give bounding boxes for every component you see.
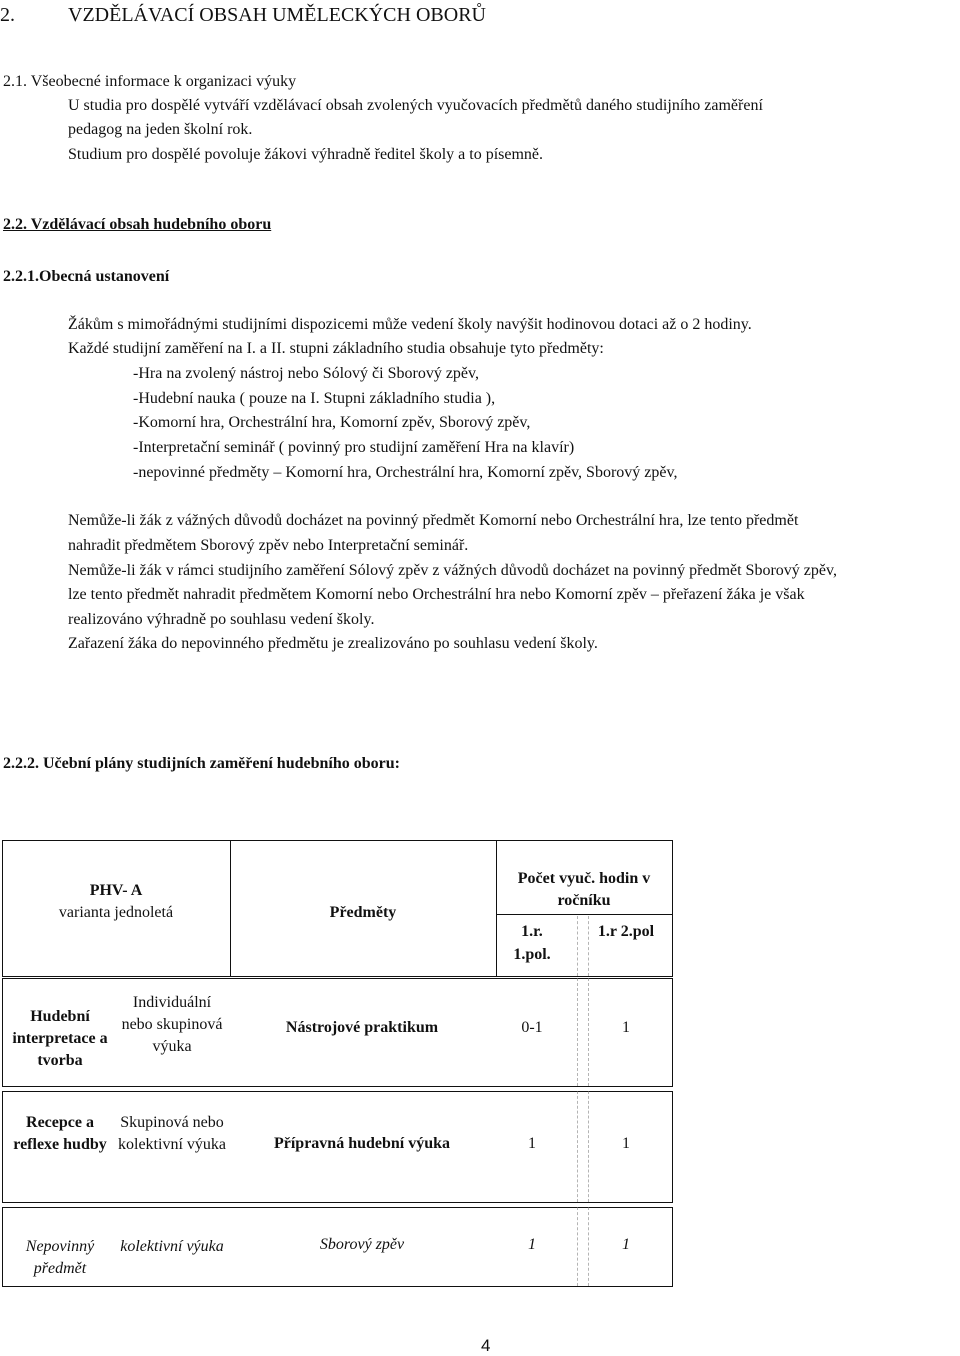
section-2-1-title: 2.1. Všeobecné informace k organizaci výuky — [3, 73, 297, 90]
section-2-2-2-title: 2.2.2. Učební plány studijních zaměření hudebního oboru: — [3, 755, 400, 772]
subjects-header: Předměty — [329, 904, 397, 921]
table-row-area: Hudební interpretace a tvorba — [12, 1008, 108, 1069]
subject-list-item: -Komorní hra, Orchestrální hra, Komorní zpěv, Sborový zpěv, — [133, 414, 531, 431]
rules-line: lze tento předmět nahradit předmětem Komorní nebo Orchestrální hra nebo Komorní zpěv – přeřazení žáka je však — [68, 586, 805, 603]
table-row-form: Individuální nebo skupinová výuka — [121, 994, 223, 1055]
table-row-form: kolektivní výuka — [120, 1238, 224, 1255]
section-2-2-title: 2.2. Vzdělávací obsah hudebního oboru — [3, 216, 272, 233]
table-row-area: Nepovinný předmět — [25, 1238, 95, 1277]
rules-line: Nemůže-li žák v rámci studijního zaměření Sólový zpěv z vážných důvodů docházet na povinný předmět Sborový zpěv, — [68, 562, 837, 579]
table-row-value-1: 1 — [528, 1135, 536, 1152]
chapter-heading — [0, 4, 486, 27]
page-number: 4 — [481, 1336, 491, 1355]
subject-list-item: -Hra na zvolený nástroj nebo Sólový či Sborový zpěv, — [133, 365, 479, 382]
rules-line: nahradit předmětem Sborový zpěv nebo Interpretační seminář. — [68, 537, 469, 554]
table-row-subject: Nástrojové praktikum — [285, 1019, 439, 1036]
program-title: PHV- A — [89, 882, 143, 899]
section-2-1-line-1: U studia pro dospělé vytváří vzdělávací obsah zvolených vyučovacích předmětů daného studijního zaměření — [68, 97, 763, 114]
table-row-value-2: 1 — [622, 1236, 630, 1253]
table-row-form: Skupinová nebo kolektivní výuka — [118, 1114, 226, 1153]
section-2-2-1-title: 2.2.1.Obecná ustanovení — [3, 268, 170, 285]
table-row-area: Recepce a reflexe hudby — [13, 1114, 107, 1153]
chapter-number: 2. — [0, 4, 15, 26]
table-row-value-1: 1 — [528, 1236, 536, 1253]
table-row-value-1: 0-1 — [521, 1019, 543, 1036]
subject-list-item: -Hudební nauka ( pouze na I. Stupni základního studia ), — [133, 390, 496, 407]
column-header-2: 1.r 2.pol — [597, 923, 655, 940]
table-row-subject: Přípravná hudební výuka — [273, 1135, 451, 1152]
rules-line: Nemůže-li žák z vážných důvodů docházet na povinný předmět Komorní nebo Orchestrální hra, lze tento předmět — [68, 512, 799, 529]
paragraph-talented-students: Žákům s mimořádnými studijními dispozicemi může vedení školy navýšit hodinovou dotaci až o 2 hodiny. — [68, 316, 752, 333]
subject-list-item: -Interpretační seminář ( povinný pro studijní zaměření Hra na klavír) — [133, 439, 575, 456]
rules-line: Zařazení žáka do nepovinného předmětu je zrealizováno po souhlasu vedení školy. — [68, 635, 598, 652]
chapter-title: VZDĚLÁVACÍ OBSAH UMĚLECKÝCH OBORŮ — [68, 4, 486, 26]
table-row-subject: Sborový zpěv — [319, 1236, 405, 1253]
table-row-value-2: 1 — [622, 1135, 630, 1152]
section-2-1-line-2: pedagog na jeden školní rok. — [68, 121, 253, 138]
paragraph-subjects-intro: Každé studijní zaměření na I. a II. stupni základního studia obsahuje tyto předměty: — [68, 340, 604, 357]
hours-header: Počet vyuč. hodin v ročníku — [517, 870, 651, 909]
section-2-1-line-3: Studium pro dospělé povoluje žákovi výhradně ředitel školy a to písemně. — [68, 146, 544, 163]
subject-list-item: -nepovinné předměty – Komorní hra, Orchestrální hra, Komorní zpěv, Sborový zpěv, — [133, 464, 678, 481]
table-row-value-2: 1 — [622, 1019, 630, 1036]
rules-line: realizováno výhradně po souhlasu vedení školy. — [68, 611, 375, 628]
column-header-1: 1.r. 1.pol. — [513, 923, 551, 963]
program-variant: varianta jednoletá — [58, 904, 174, 921]
